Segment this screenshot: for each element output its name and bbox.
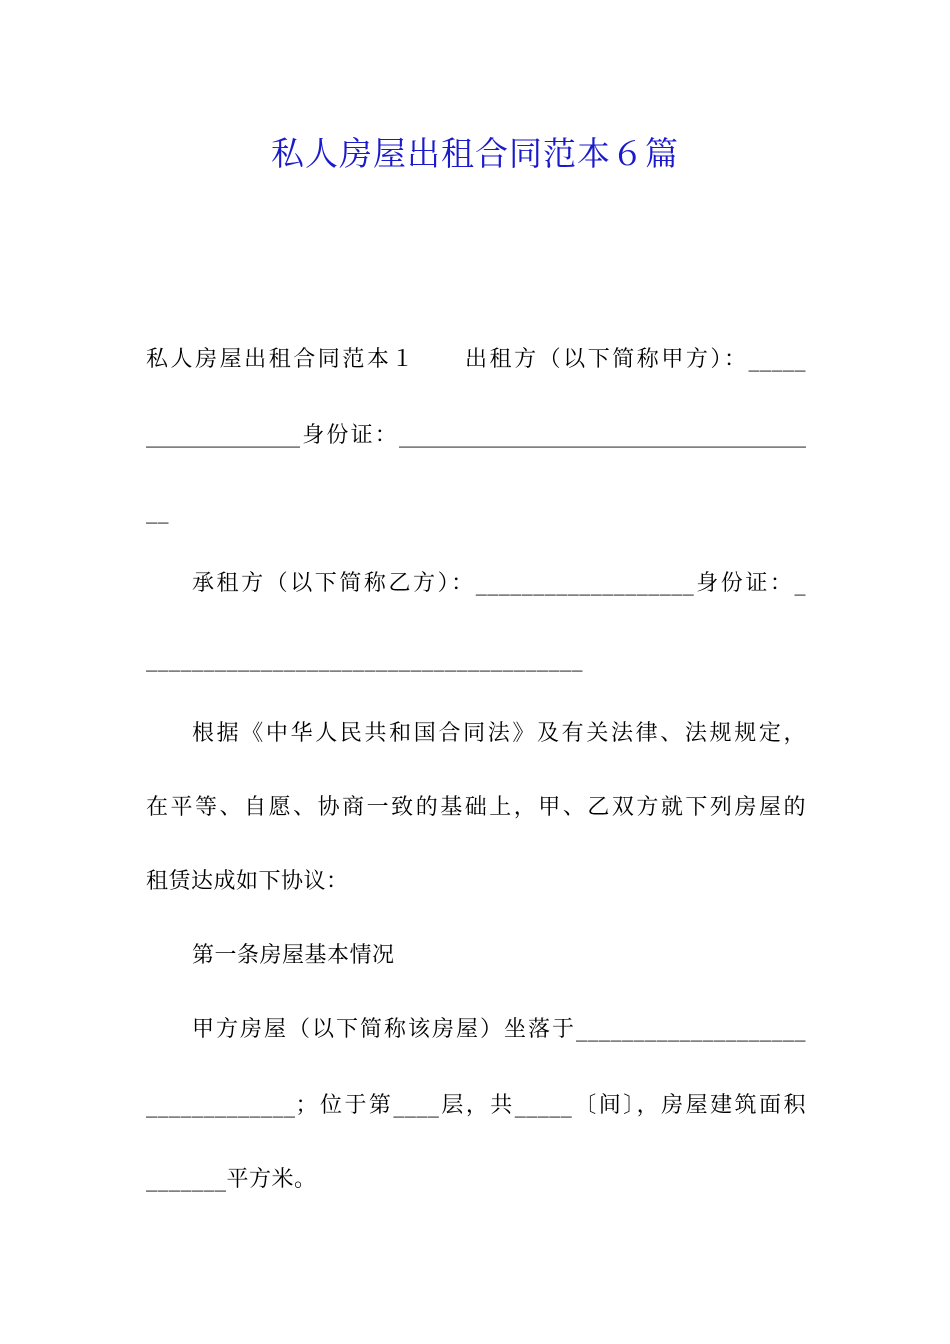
paragraph-line: 甲方房屋（以下简称该房屋）坐落于____________________ — [192, 1017, 806, 1042]
paragraph-line: _____________；位于第____层，共_____〔间〕，房屋建筑面积 — [146, 1093, 806, 1118]
paragraph-line: 私人房屋出租合同范本１ 出租方（以下简称甲方）：_____ — [146, 347, 806, 372]
paragraph-line: 租赁达成如下协议： — [146, 869, 349, 894]
document-title: 私人房屋出租合同范本６篇 — [271, 134, 679, 173]
paragraph-line: 承租方（以下简称乙方）：___________________身份证：_ — [192, 571, 806, 596]
paragraph-line: __ — [146, 499, 169, 524]
paragraph-line: 在平等、自愿、协商一致的基础上，甲、乙双方就下列房屋的 — [146, 795, 806, 820]
section-heading: 第一条房屋基本情况 — [192, 943, 395, 968]
paragraph-line: 根据《中华人民共和国合同法》及有关法律、法规规定， — [192, 721, 806, 746]
paragraph-line: _______平方米。 — [146, 1167, 317, 1192]
paragraph-line: ______________________________________ — [146, 647, 583, 672]
paragraph-line: ______________身份证：_____________________________________ — [146, 423, 806, 448]
